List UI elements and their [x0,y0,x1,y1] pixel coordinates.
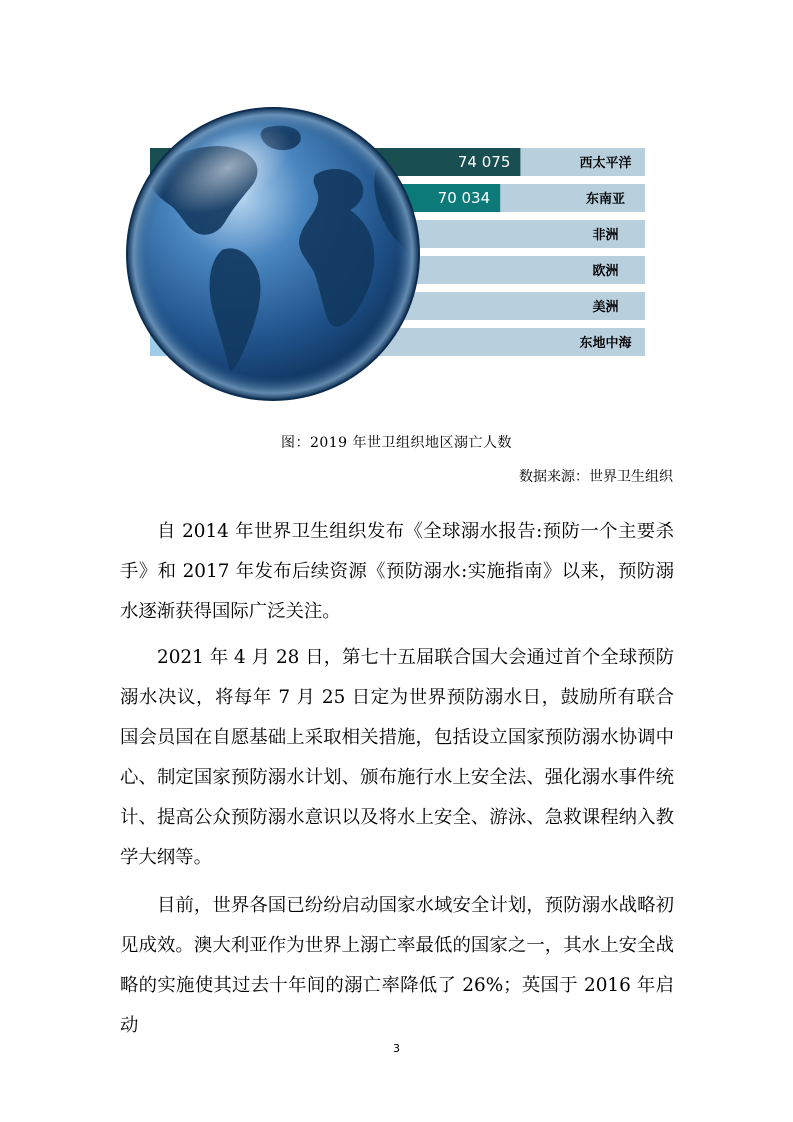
category-label: 东地中海 [579,336,632,351]
page-number: 3 [393,1042,400,1055]
category-label: 美洲 [592,300,619,315]
category-label: 西太平洋 [579,156,632,171]
bar-value-label: 74 075 [457,153,511,171]
figure-caption: 图：2019 年世卫组织地区溺亡人数 [280,435,513,451]
paragraph-1: 自 2014 年世界卫生组织发布《全球溺水报告:预防一个主要杀手》和 2017 年发布后续资源《预防溺水:实施指南》以来，预防溺水逐渐获得国际广泛关注。 [120,521,674,622]
category-label: 非洲 [592,228,619,243]
drowning-deaths-bar-chart [0,0,793,420]
paragraph-3: 目前，世界各国已纷纷启动国家水域安全计划，预防溺水战略初见成效。澳大利亚作为世界上溺亡率最低的国家之一，其水上安全战略的实施使其过去十年间的溺亡率降低了 26%；英国于 2016 年启动 [120,895,674,1036]
data-source: 数据来源：世界卫生组织 [519,469,673,485]
bar-value-label: 70 034 [437,189,491,207]
globe-illustration [126,103,420,401]
category-label: 东南亚 [585,192,626,207]
category-label: 欧洲 [592,264,619,279]
paragraph-2: 2021 年 4 月 28 日，第七十五届联合国大会通过首个全球预防溺水决议，将每年 7 月 25 日定为世界预防溺水日，鼓励所有联合国会员国在自愿基础上采取相关措施，包括设立国家预防溺水协调中心、制定国家预防溺水计划、颁布施行水上安全法、强化溺水事件统计、提高公众预防溺水意识以及将水上安全、游泳、急救课程纳入教学大纲等。 [120,647,674,868]
